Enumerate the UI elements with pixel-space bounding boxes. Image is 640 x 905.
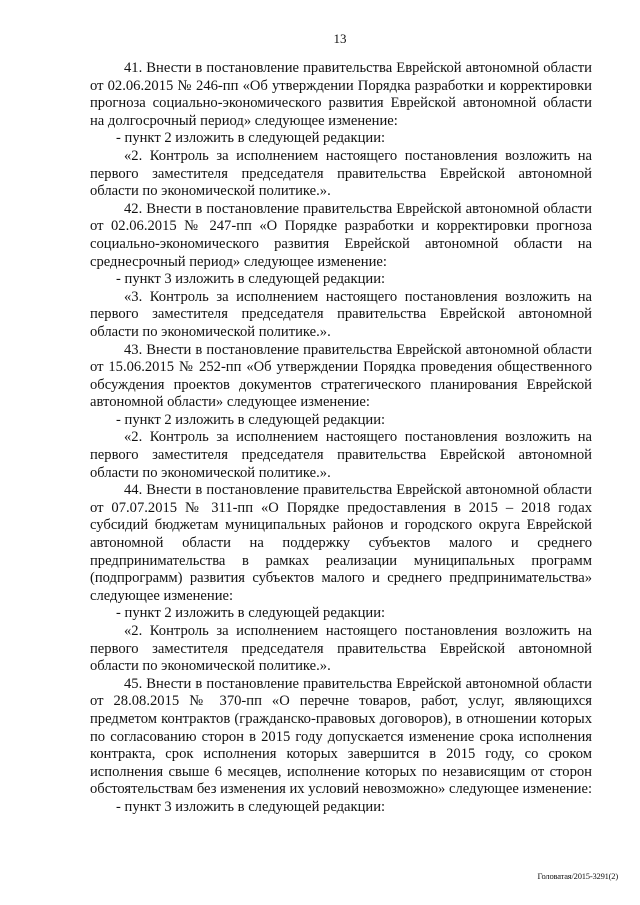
paragraph-quote: «2. Контроль за исполнением настоящего постановления возложить на первого заместителя председателя правительства Еврейской автономной области по экономической политике.». — [90, 429, 592, 481]
paragraph-point-43: 43. Внести в постановление правительства Еврейской автономной области от 15.06.2015 № 252-пп «Об утверждении Порядка проведения общественного обсуждения проектов документов стратегического планирования Еврейской автономной области» следующее изменение: — [90, 341, 592, 411]
document-body — [90, 60, 592, 817]
paragraph-subitem: - пункт 2 изложить в следующей редакции: — [116, 605, 386, 622]
paragraph-point-41: 41. Внести в постановление правительства Еврейской автономной области от 02.06.2015 № 246-пп «Об утверждении Порядка разработки и корректировки прогноза социально-экономического развития Еврейской автономной области на долгосрочный период» следующее изменение: — [90, 60, 592, 129]
paragraph-point-44: 44. Внести в постановление правительства Еврейской автономной области от 07.07.2015 № 311-пп «О Порядке предоставления в 2015 – 2018 годах субсидий бюджетам муниципальных районов и городского округа Еврейской автономной области на поддержку субъектов малого и среднего предпринимательства в рамках реализации муниципальных программ (подпрограмм) развития субъектов малого и среднего предпринимательства» следующее изменение: — [90, 482, 592, 604]
paragraph-point-45: 45. Внести в постановление правительства Еврейской автономной области от 28.08.2015 № 370-пп «О перечне товаров, работ, услуг, являющихся предметом контрактов (гражданско-правовых договоров), в отношении которых по согласованию сторон в 2015 году допускается изменение срока исполнения контракта, срок исполнения которых завершится в 2015 году, со сроком исполнения свыше 6 месяцев, исполнение которых по независящим от сторон обстоятельствам без изменения их условий невозможно» следующее изменение: — [90, 675, 593, 798]
paragraph-quote: «2. Контроль за исполнением настоящего постановления возложить на первого заместителя председателя правительства Еврейской автономной области по экономической политике.». — [90, 147, 592, 200]
footer-document-code: Головатая/2015-3291(2) — [537, 871, 618, 881]
paragraph-subitem: - пункт 2 изложить в следующей редакции: — [116, 130, 386, 147]
paragraph-quote: «3. Контроль за исполнением настоящего постановления возложить на первого заместителя председателя правительства Еврейской автономной области по экономической политике.». — [90, 288, 592, 340]
paragraph-subitem: - пункт 2 изложить в следующей редакции: — [116, 411, 386, 428]
paragraph-point-42: 42. Внести в постановление правительства Еврейской автономной области от 02.06.2015 № 247-пп «О Порядке разработки и корректировки прогноза социально-экономического развития Еврейской автономной области на среднесрочный период» следующее изменение: — [90, 200, 592, 270]
paragraph-subitem: - пункт 3 изложить в следующей редакции: — [116, 271, 386, 288]
paragraph-subitem: - пункт 3 изложить в следующей редакции: — [116, 798, 386, 815]
paragraph-quote: «2. Контроль за исполнением настоящего постановления возложить на первого заместителя председателя правительства Еврейской автономной области по экономической политике.». — [90, 623, 592, 675]
page-number: 13 — [333, 31, 347, 46]
